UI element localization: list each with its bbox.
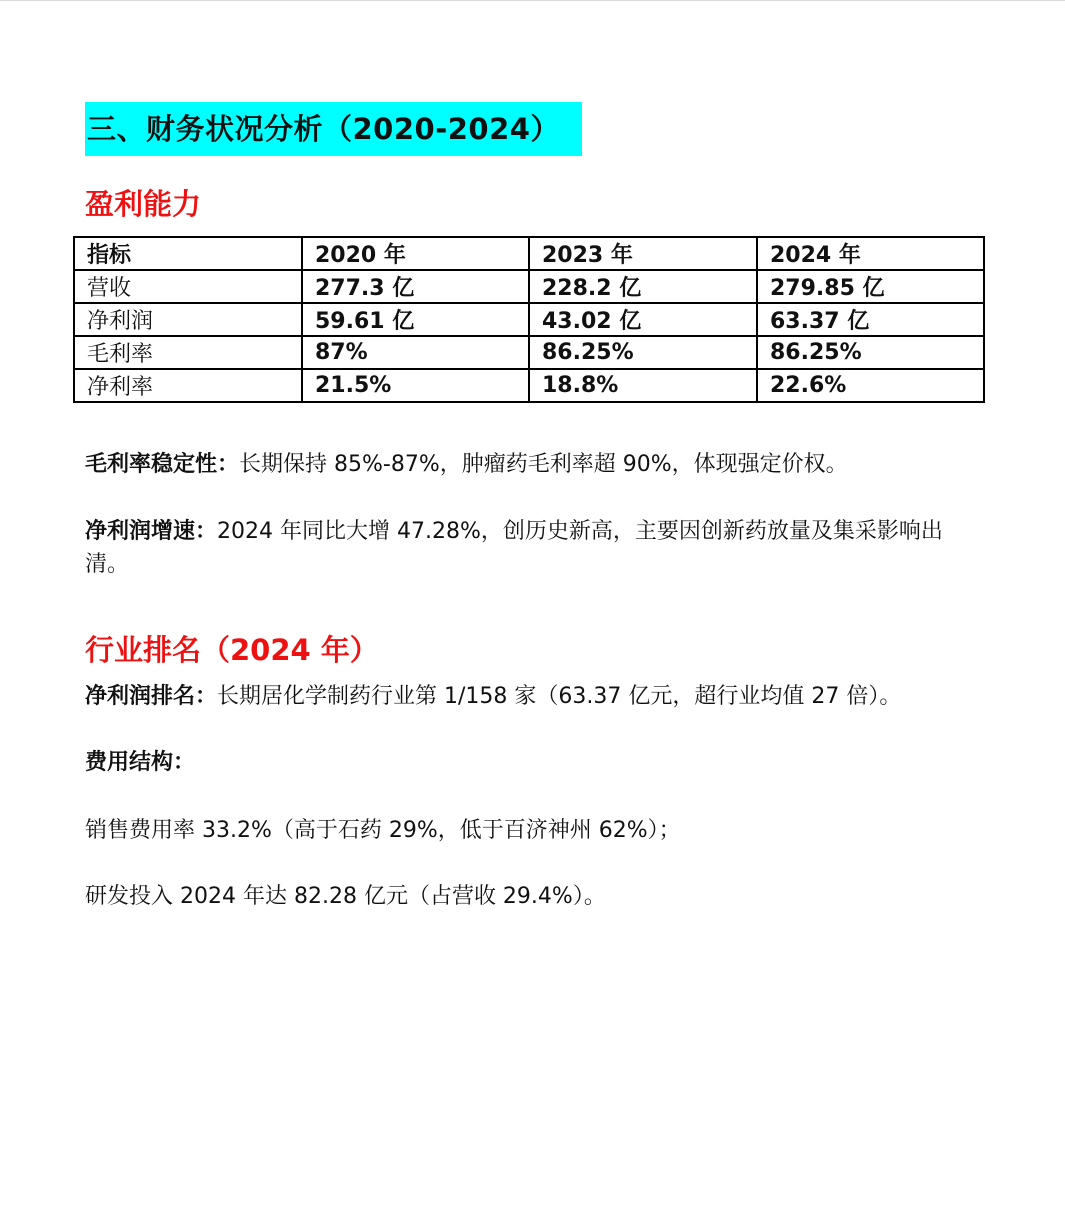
gross-margin-paragraph: [85, 448, 985, 481]
table-cell: 86.25%: [529, 336, 757, 369]
row-label: 净利润: [74, 303, 302, 336]
table-cell: 21.5%: [302, 369, 529, 402]
table-row: [74, 336, 984, 369]
row-label: 毛利率: [74, 336, 302, 369]
rd-investment-paragraph: 研发投入 2024 年达 82.28 亿元（占营收 29.4%）。: [85, 884, 606, 909]
table-cell: 86.25%: [757, 336, 984, 369]
top-divider: [0, 0, 1065, 1]
sales-expense-paragraph: 销售费用率 33.2%（高于石药 29%，低于百济神州 62%）；: [85, 818, 681, 843]
cost-structure-label: 费用结构：: [85, 750, 196, 775]
table-cell: 228.2 亿: [529, 270, 757, 303]
table-row: [74, 270, 984, 303]
table-row: [74, 303, 984, 336]
table-cell: 279.85 亿: [757, 270, 984, 303]
header-cell-2020: 2020 年: [302, 237, 529, 270]
net-profit-growth-text: 2024 年同比大增 47.28%，创历史新高，主要因创新药放量及集采影响出清。: [85, 519, 943, 577]
net-profit-growth-label: 净利润增速：: [85, 519, 218, 544]
header-cell-metric: 指标: [74, 237, 302, 270]
net-profit-growth-paragraph: [85, 515, 985, 581]
table-cell: 63.37 亿: [757, 303, 984, 336]
table-cell: 18.8%: [529, 369, 757, 402]
gross-margin-label: 毛利率稳定性：: [85, 452, 240, 477]
table-row: [74, 369, 984, 402]
header-cell-2024: 2024 年: [757, 237, 984, 270]
financial-table: [73, 236, 985, 403]
section-title: 三、财务状况分析（2020-2024）: [85, 102, 582, 156]
net-profit-rank-text: 长期居化学制药行业第 1/158 家（63.37 亿元，超行业均值 27 倍）。: [217, 684, 902, 709]
cost-structure-paragraph: [85, 746, 985, 779]
table-cell: 59.61 亿: [302, 303, 529, 336]
net-profit-rank-paragraph: [85, 680, 985, 713]
gross-margin-text: 长期保持 85%-87%，肿瘤药毛利率超 90%，体现强定价权。: [239, 452, 848, 477]
table-cell: 22.6%: [757, 369, 984, 402]
table-header-row: [74, 237, 984, 270]
profitability-heading: 盈利能力: [85, 187, 202, 221]
table-cell: 43.02 亿: [529, 303, 757, 336]
row-label: 净利率: [74, 369, 302, 402]
net-profit-rank-label: 净利润排名：: [85, 684, 218, 709]
header-cell-2023: 2023 年: [529, 237, 757, 270]
row-label: 营收: [74, 270, 302, 303]
ranking-heading: 行业排名（2024 年）: [85, 633, 379, 667]
table-cell: 277.3 亿: [302, 270, 529, 303]
table-cell: 87%: [302, 336, 529, 369]
